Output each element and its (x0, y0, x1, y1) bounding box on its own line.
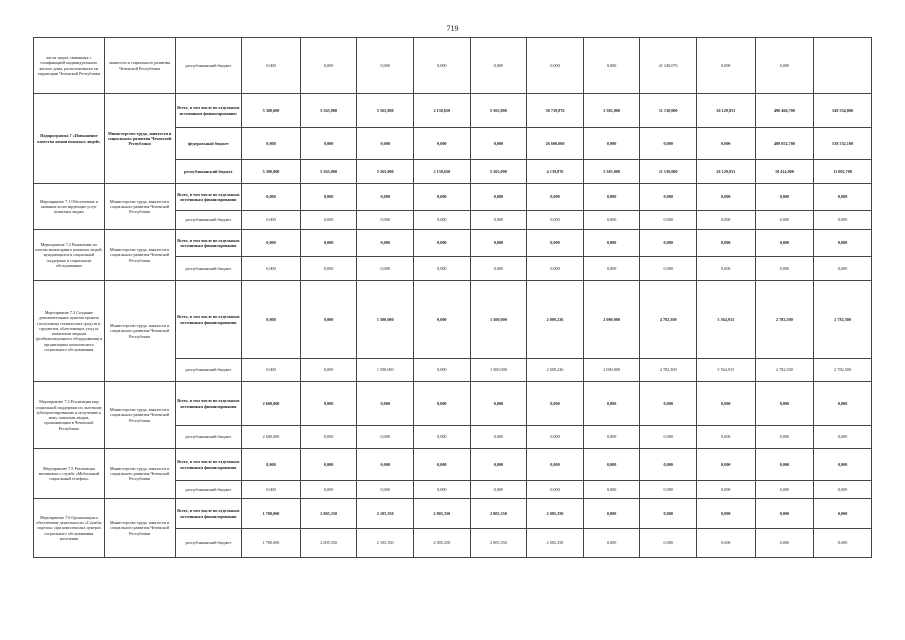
value-cell: 0,000 (300, 38, 357, 94)
value-cell: 0,000 (640, 128, 697, 160)
funding-source-cell: республиканский бюджет (175, 481, 242, 499)
value-cell: 5 300,000 (242, 94, 301, 128)
value-cell: 5 300,000 (242, 160, 301, 184)
value-cell: 2 782,500 (814, 281, 872, 359)
value-cell: 0,000 (414, 211, 471, 230)
value-cell: 0,000 (527, 184, 584, 211)
funding-source-cell: Всего, в том числе по отдельным источникам финансирования: (175, 94, 242, 128)
value-cell: 0,000 (300, 426, 357, 449)
value-cell: 0,000 (527, 426, 584, 449)
value-cell: 0,000 (357, 184, 414, 211)
value-cell: 0,000 (583, 382, 640, 426)
table-row (34, 38, 872, 94)
value-cell: 2 009,226 (527, 359, 584, 382)
event-name-cell: Мероприятие 7.2 Выявление по итогам мониторинга пожилых людей, нуждающихся в социальной поддержке и социальном обслуживании (34, 230, 105, 281)
value-cell: 0,000 (696, 499, 755, 529)
value-cell: 2 005,350 (527, 499, 584, 529)
executor-cell: Министерство труда, занятости и социального развития Чеченской Республики (104, 281, 175, 382)
value-cell: 0,000 (242, 128, 301, 160)
value-cell: 0,000 (814, 184, 872, 211)
value-cell: 0,000 (300, 382, 357, 426)
value-cell: 11 002,700 (814, 160, 872, 184)
value-cell: 0,000 (357, 426, 414, 449)
value-cell: 0,000 (242, 359, 301, 382)
value-cell: 0,000 (814, 426, 872, 449)
value-cell: 0,000 (696, 38, 755, 94)
event-name-cell: Подпрограмма 7 «Повышение качества жизни пожилых людей» (34, 94, 105, 184)
value-cell: 5 565,000 (357, 160, 414, 184)
value-cell: 0,000 (755, 529, 814, 558)
value-cell: 0,000 (640, 382, 697, 426)
value-cell: 0,000 (300, 211, 357, 230)
value-cell: 2 005,350 (527, 529, 584, 558)
value-cell: 0,000 (242, 449, 301, 481)
value-cell: 0,000 (527, 257, 584, 281)
value-cell: 1 500,000 (357, 359, 414, 382)
value-cell: 0,000 (814, 230, 872, 257)
value-cell: 0,000 (414, 257, 471, 281)
value-cell: 0,000 (696, 449, 755, 481)
value-cell: 0,000 (470, 382, 527, 426)
value-cell: 0,000 (414, 128, 471, 160)
value-cell: 0,000 (696, 230, 755, 257)
value-cell: 0,000 (640, 481, 697, 499)
table-row (34, 382, 872, 426)
value-cell: 0,000 (242, 481, 301, 499)
value-cell: 0,000 (583, 184, 640, 211)
funding-source-cell: Всего, в том числе по отдельным источникам финансирования (175, 499, 242, 529)
value-cell: 0,000 (527, 481, 584, 499)
value-cell: 26 129,831 (696, 94, 755, 128)
value-cell: 0,000 (640, 257, 697, 281)
value-cell: 2 782,500 (755, 281, 814, 359)
event-name-cell: Мероприятие 7.5 Реализация механизма о службе «Мобильный социальный телефон» (34, 449, 105, 499)
value-cell: 2 005,350 (470, 529, 527, 558)
funding-source-cell: федеральный бюджет (175, 128, 242, 160)
value-cell: 0,000 (755, 499, 814, 529)
table-row (34, 94, 872, 128)
value-cell: 0,000 (242, 281, 301, 359)
funding-source-cell: республиканский бюджет (175, 257, 242, 281)
page-number: 719 (446, 24, 459, 33)
funding-source-cell: республиканский бюджет (175, 160, 242, 184)
value-cell: 0,000 (300, 184, 357, 211)
value-cell: 5 565,000 (357, 94, 414, 128)
value-cell: 0,000 (696, 211, 755, 230)
value-cell: 0,000 (755, 211, 814, 230)
value-cell: 5 565,000 (300, 160, 357, 184)
value-cell: 0,000 (640, 211, 697, 230)
value-cell: 0,000 (583, 449, 640, 481)
value-cell: 549 334,800 (814, 94, 872, 128)
value-cell: 5 565,000 (583, 94, 640, 128)
table-row (34, 184, 872, 211)
value-cell: 0,000 (755, 38, 814, 94)
value-cell: 0,000 (357, 449, 414, 481)
value-cell: 0,000 (470, 230, 527, 257)
value-cell: 0,000 (300, 230, 357, 257)
value-cell: 0,000 (414, 481, 471, 499)
value-cell: 0,000 (755, 382, 814, 426)
value-cell: 2 009,226 (527, 281, 584, 359)
value-cell: 2 005,350 (414, 529, 471, 558)
value-cell: 1 700,000 (242, 529, 301, 558)
executor-cell: Министерство труда, занятости и социального развития Чеченской Республики (104, 382, 175, 449)
value-cell (814, 38, 872, 94)
value-cell: 0,000 (242, 230, 301, 257)
value-cell: 0,000 (814, 449, 872, 481)
value-cell: 0,000 (357, 38, 414, 94)
value-cell: 11 130,000 (640, 160, 697, 184)
value-cell: 0,000 (583, 38, 640, 94)
value-cell: 0,000 (583, 529, 640, 558)
value-cell: 490 466,700 (755, 94, 814, 128)
event-name-cell: Мероприятие 7.4 Реализация мер социальной поддержки по льготному зубопротезированию и получению к нему пожилым людям, проживающим в Чеченской Республике (34, 382, 105, 449)
value-cell: 5 565,000 (300, 94, 357, 128)
executor-cell: Министерство труда, занятости и социального развития Чеченской Республики (104, 499, 175, 558)
value-cell: 0,000 (300, 281, 357, 359)
funding-source-cell: республиканский бюджет (175, 426, 242, 449)
value-cell: 0,000 (527, 38, 584, 94)
funding-source-cell: республиканский бюджет (175, 211, 242, 230)
event-name-cell: Мероприятие 7.3 Создание дополнительных пунктов проката (получения) технических средств и предметов, облегчающих уход за пожилыми людьми (реабилитационного оборудования) в организациях комплексного социального обслуживания (34, 281, 105, 382)
value-cell: 1 500,000 (470, 359, 527, 382)
value-cell: 2 782,500 (755, 359, 814, 382)
value-cell: 2 005,350 (414, 499, 471, 529)
value-cell: 0,000 (527, 449, 584, 481)
executor-cell: Министерство труда, занятости и социального развития Чеченской Республики (104, 449, 175, 499)
table-row (34, 281, 872, 359)
executor-cell: занятости и социального развития Чеченской Республики (104, 38, 175, 94)
value-cell: 0,000 (755, 184, 814, 211)
funding-source-cell: Всего, в том числе по отдельным источникам финансирования (175, 281, 242, 359)
value-cell: 2 000,000 (583, 281, 640, 359)
value-cell: 0,000 (470, 184, 527, 211)
value-cell: 0,000 (814, 481, 872, 499)
value-cell: 41 340,076 (640, 38, 697, 94)
value-cell: 0,000 (414, 426, 471, 449)
value-cell: 0,000 (242, 184, 301, 211)
value-cell: 0,000 (814, 382, 872, 426)
value-cell: 2 105,350 (357, 529, 414, 558)
value-cell: 0,000 (470, 211, 527, 230)
value-cell: 0,000 (755, 426, 814, 449)
value-cell: 0,000 (755, 257, 814, 281)
value-cell: 0,000 (357, 481, 414, 499)
value-cell: 5 564,915 (696, 359, 755, 382)
executor-cell: Министерство труда, занятости и социального развития Чеченской Республики (104, 230, 175, 281)
value-cell: 4 139,876 (527, 160, 584, 184)
value-cell: 10 414,000 (755, 160, 814, 184)
executor-cell: Министерство труда, занятости и социального развития Чеченской Республики (104, 184, 175, 230)
value-cell: 0,000 (300, 481, 357, 499)
funding-source-cell: республиканский бюджет (175, 359, 242, 382)
value-cell: 0,000 (755, 449, 814, 481)
value-cell: 2 130,650 (414, 160, 471, 184)
value-cell: 4 782,300 (640, 359, 697, 382)
value-cell: 26 129,831 (696, 160, 755, 184)
value-cell: 0,000 (527, 211, 584, 230)
value-cell: 1 500,000 (357, 281, 414, 359)
value-cell: 0,000 (242, 211, 301, 230)
value-cell: 4 782,300 (640, 281, 697, 359)
value-cell: 1 500,000 (470, 281, 527, 359)
funding-source-cell: республиканский бюджет (175, 38, 242, 94)
value-cell: 0,000 (527, 230, 584, 257)
value-cell: 0,000 (527, 382, 584, 426)
funding-source-cell: Всего, в том числе по отдельным источникам финансирования (175, 184, 242, 211)
table-row (34, 499, 872, 529)
value-cell: 0,000 (357, 230, 414, 257)
value-cell: 0,000 (414, 449, 471, 481)
value-cell: 0,000 (470, 38, 527, 94)
value-cell: 0,000 (640, 449, 697, 481)
value-cell: 0,000 (640, 230, 697, 257)
executor-cell: Министерство труда, занятости и социального развития Чеченской Республики (104, 94, 175, 184)
value-cell: 0,000 (357, 382, 414, 426)
value-cell: 0,000 (470, 257, 527, 281)
value-cell: 1 700,000 (242, 499, 301, 529)
value-cell: 5 565,000 (583, 160, 640, 184)
value-cell: 0,000 (640, 529, 697, 558)
value-cell: 538 332,100 (814, 128, 872, 160)
value-cell: 480 052,700 (755, 128, 814, 160)
value-cell: 0,000 (300, 359, 357, 382)
value-cell: 0,000 (414, 382, 471, 426)
value-cell: 0,000 (814, 499, 872, 529)
value-cell: 2 105,350 (357, 499, 414, 529)
funding-source-cell: республиканский бюджет (175, 529, 242, 558)
value-cell: 0,000 (755, 230, 814, 257)
value-cell: 2 005,350 (300, 499, 357, 529)
value-cell: 0,000 (583, 499, 640, 529)
budget-table (33, 37, 872, 558)
value-cell: 0,000 (583, 426, 640, 449)
value-cell: 5 564,915 (696, 281, 755, 359)
value-cell: 0,000 (696, 426, 755, 449)
event-name-cell: Мероприятие 7.1 Обеспечение и оказание ассистирующих услуг пожилым людям (34, 184, 105, 230)
value-cell: 0,000 (414, 184, 471, 211)
value-cell: 0,000 (696, 481, 755, 499)
value-cell: 0,000 (357, 128, 414, 160)
value-cell: 0,000 (755, 481, 814, 499)
value-cell: 0,000 (300, 449, 357, 481)
value-cell: 0,000 (300, 128, 357, 160)
funding-source-cell: Всего, в том числе по отдельным источникам финансирования (175, 382, 242, 426)
value-cell: 0,000 (696, 382, 755, 426)
value-cell: 0,000 (583, 211, 640, 230)
value-cell: 0,000 (696, 529, 755, 558)
value-cell: 0,000 (583, 257, 640, 281)
value-cell: 26 600,000 (527, 128, 584, 160)
value-cell: 2 600,000 (242, 426, 301, 449)
event-name-cell: Мероприятие 7.6 Организация и обеспечение деятельности «Службы сиделок» при комплексных центрах социального обслуживания населения (34, 499, 105, 558)
value-cell: 0,000 (696, 128, 755, 160)
value-cell: 0,000 (583, 230, 640, 257)
value-cell: 0,000 (242, 257, 301, 281)
value-cell: 0,000 (814, 529, 872, 558)
event-name-cell: части затрат, связанных с газификацией индивидуального жилого дома, расположенного на территории Чеченской Республики (34, 38, 105, 94)
value-cell: 0,000 (300, 257, 357, 281)
value-cell: 0,000 (583, 481, 640, 499)
funding-source-cell: Всего, в том числе по отдельным источникам финансирования (175, 449, 242, 481)
value-cell: 0,000 (814, 211, 872, 230)
funding-source-cell: Всего, в том числе по отдельным источникам финансирования (175, 230, 242, 257)
value-cell: 30 739,876 (527, 94, 584, 128)
value-cell: 0,000 (357, 257, 414, 281)
value-cell: 2 600,000 (242, 382, 301, 426)
value-cell: 2 005,350 (300, 529, 357, 558)
value-cell: 0,000 (357, 211, 414, 230)
value-cell: 0,000 (640, 426, 697, 449)
value-cell: 0,000 (242, 38, 301, 94)
value-cell: 0,000 (640, 184, 697, 211)
value-cell: 0,000 (470, 128, 527, 160)
value-cell: 0,000 (414, 359, 471, 382)
value-cell: 2 782,500 (814, 359, 872, 382)
table-row (34, 230, 872, 257)
value-cell: 0,000 (640, 499, 697, 529)
value-cell: 0,000 (583, 128, 640, 160)
value-cell: 5 565,000 (470, 94, 527, 128)
value-cell: 2 000,000 (583, 359, 640, 382)
value-cell: 11 130,000 (640, 94, 697, 128)
value-cell: 0,000 (470, 481, 527, 499)
value-cell: 5 565,000 (470, 160, 527, 184)
value-cell: 0,000 (696, 257, 755, 281)
value-cell: 2 005,350 (470, 499, 527, 529)
value-cell: 0,000 (470, 426, 527, 449)
value-cell: 0,000 (696, 184, 755, 211)
value-cell: 0,000 (414, 38, 471, 94)
value-cell: 0,000 (470, 449, 527, 481)
value-cell: 0,000 (414, 230, 471, 257)
value-cell: 0,000 (414, 281, 471, 359)
value-cell: 0,000 (814, 257, 872, 281)
value-cell: 2 130,650 (414, 94, 471, 128)
table-row (34, 449, 872, 481)
